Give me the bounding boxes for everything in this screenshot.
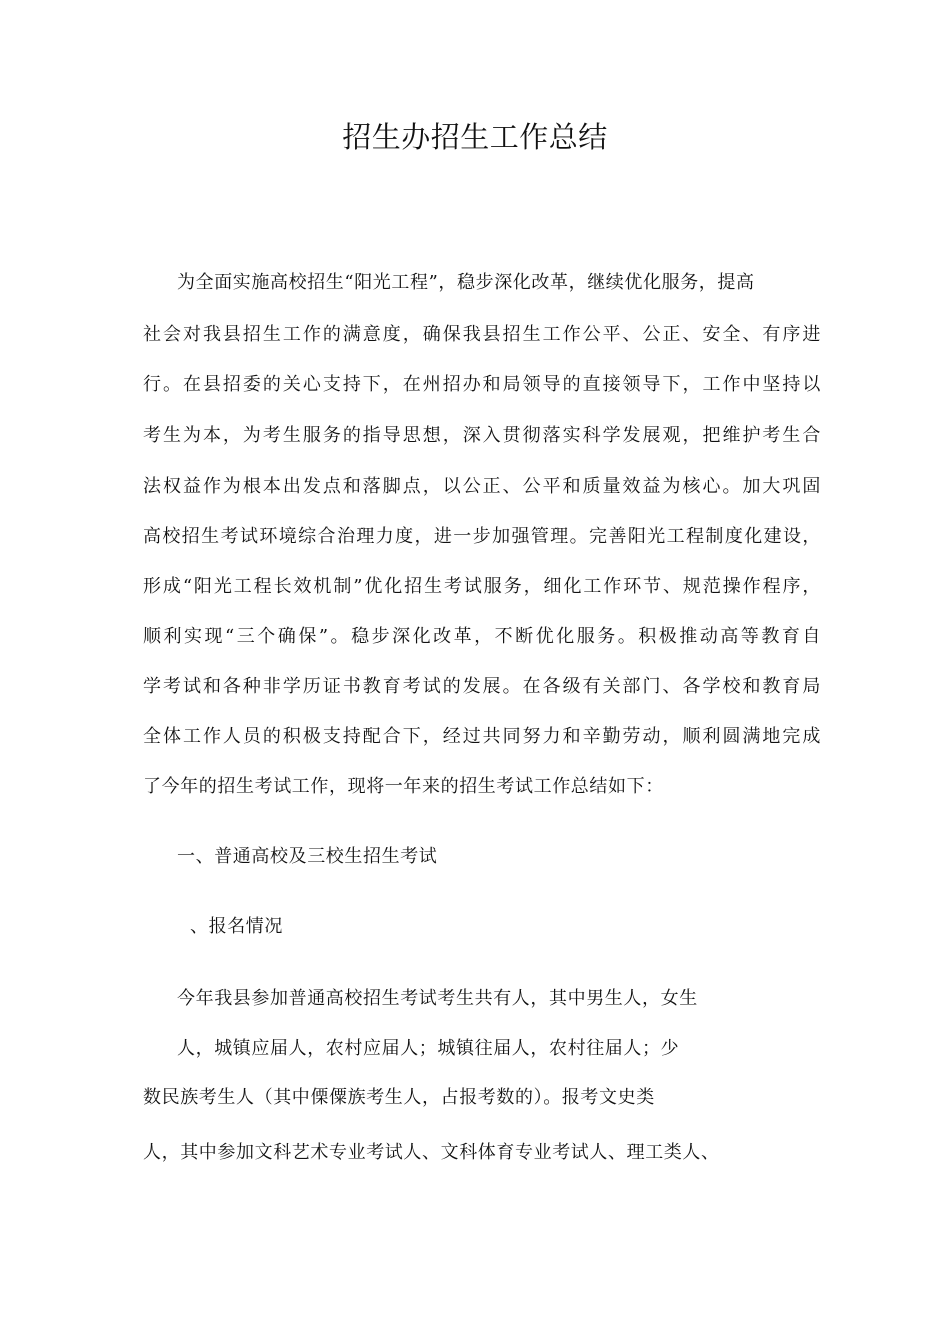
section-heading: 一、普通高校及三校生招生考试: [177, 846, 438, 867]
paragraph-line: 人，城镇应届人，农村应届人；城镇往届人，农村往届人；少: [177, 1038, 680, 1059]
paragraph-line: 了今年的招生考试工作，现将一年来的招生考试工作总结如下：: [143, 776, 664, 797]
paragraph-line: 行。在县招委的关心支持下，在州招办和局领导的直接领导下，工作中坚持以: [143, 374, 821, 395]
paragraph-line: 法权益作为根本出发点和落脚点，以公正、公平和质量效益为核心。加大巩固: [143, 476, 821, 497]
paragraph-line: 人，其中参加文科艺术专业考试人、文科体育专业考试人、理工类人、: [143, 1142, 720, 1163]
paragraph-line: 高校招生考试环境综合治理力度，进一步加强管理。完善阳光工程制度化建设，: [143, 526, 821, 547]
paragraph-line: 数民族考生人（其中傈僳族考生人，占报考数的）。报考文史类: [143, 1087, 655, 1108]
paragraph-line: 全体工作人员的积极支持配合下，经过共同努力和辛勤劳动，顺利圆满地完成: [143, 726, 821, 747]
subsection-heading: 、报名情况: [190, 916, 283, 937]
paragraph-line: 学考试和各种非学历证书教育考试的发展。在各级有关部门、各学校和教育局: [143, 676, 821, 697]
paragraph-line: 社会对我县招生工作的满意度，确保我县招生工作公平、公正、安全、有序进: [143, 324, 821, 345]
paragraph-line: 为全面实施高校招生“阳光工程”，稳步深化改革，继续优化服务，提高: [177, 272, 755, 293]
paragraph-line: 今年我县参加普通高校招生考试考生共有人，其中男生人，女生: [177, 988, 698, 1009]
paragraph-line: 顺利实现“三个确保”。稳步深化改革，不断优化服务。积极推动高等教育自: [143, 626, 821, 647]
paragraph-line: 考生为本，为考生服务的指导思想，深入贯彻落实科学发展观，把维护考生合: [143, 425, 821, 446]
paragraph-line: 形成“阳光工程长效机制”优化招生考试服务，细化工作环节、规范操作程序，: [143, 576, 821, 597]
document-title: 招生办招生工作总结: [342, 120, 608, 154]
